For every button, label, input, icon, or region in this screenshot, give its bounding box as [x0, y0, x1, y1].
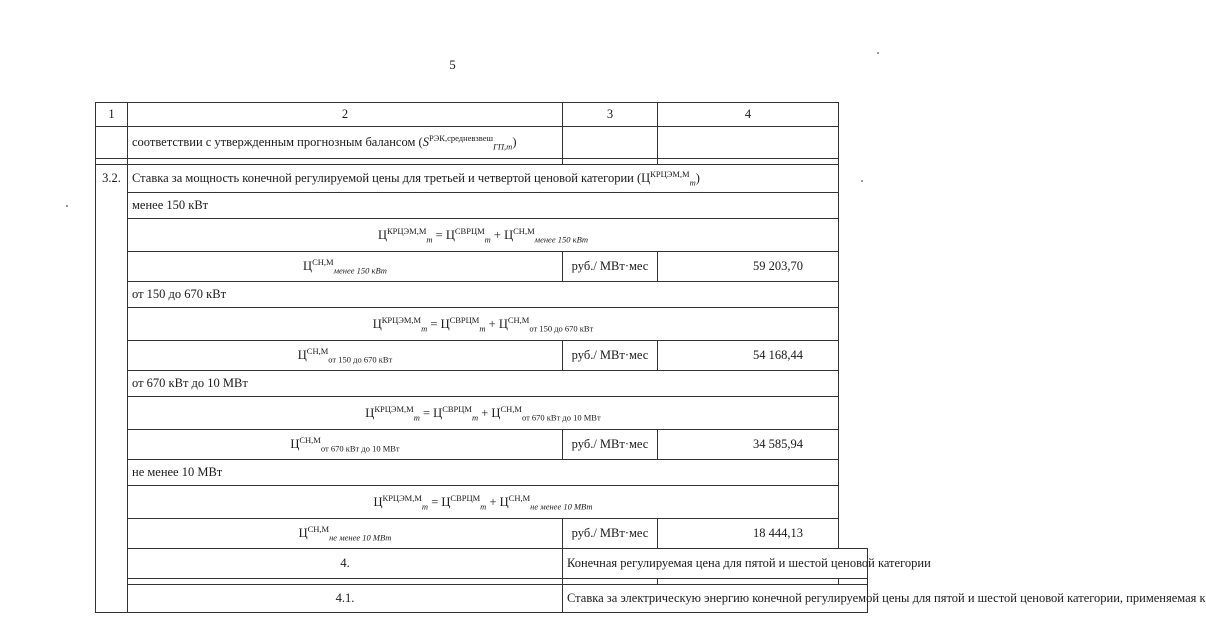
header-col-4: 4 [658, 103, 839, 127]
value-cell: 54 168,44 [658, 341, 839, 371]
value-row [96, 519, 868, 549]
scan-speck [66, 205, 68, 207]
unit-cell: руб./ МВт·мес [563, 341, 658, 371]
formula: $Ц^{КРЦЭМ,М}_m = Ц^{СВРЦМ}_m + Ц^{СН,М}_{от 670 кВт до 10 МВт}$ [128, 397, 839, 430]
table-row [96, 193, 868, 219]
rate-symbol: $Ц^{СН,М}_{от 670 кВт до 10 МВт}$ [128, 430, 563, 460]
continuation-text: соответствии с утвержденным прогнозным балансом $(S^{РЭК,средневзвеш}_{ГП,m})$ [128, 127, 563, 159]
page-number: 5 [449, 57, 456, 72]
table-header-row [96, 103, 868, 127]
band-label: не менее 10 МВт [128, 460, 839, 486]
rate-symbol: $Ц^{СН,М}_{менее 150 кВт}$ [128, 252, 563, 282]
band-label: от 670 кВт до 10 МВт [128, 371, 839, 397]
value-row [96, 252, 868, 282]
table-row [96, 371, 868, 397]
unit-cell: руб./ МВт·мес [563, 252, 658, 282]
formula: $Ц^{КРЦЭМ,М}_m = Ц^{СВРЦМ}_m + Ц^{СН,М}_{не менее 10 МВт}$ [128, 486, 839, 519]
table-row [96, 585, 868, 613]
section-number-3-2: 3.2. [96, 165, 128, 613]
unit-cell: руб./ МВт·мес [563, 519, 658, 549]
formula-row [96, 486, 868, 519]
value-cell: 18 444,13 [658, 519, 839, 549]
value-row [96, 341, 868, 371]
section-title-3-2: Ставка за мощность конечной регулируемой цены для третьей и четвертой ценовой категории $(Ц^{КРЦЭМ,М}_m)$ [128, 165, 839, 193]
value-cell: 59 203,70 [658, 252, 839, 282]
section-title-4-1: Ставка за электрическую энергию конечной регулируемой цены для пятой и шестой ценовой категории, применяемая к [563, 585, 868, 613]
formula: $Ц^{КРЦЭМ,М}_m = Ц^{СВРЦМ}_m + Ц^{СН,М}_{от 150 до 670 кВт}$ [128, 308, 839, 341]
formula-row [96, 219, 868, 252]
section-number-4: 4. [128, 549, 563, 579]
header-col-3: 3 [563, 103, 658, 127]
formula-row [96, 308, 868, 341]
rate-symbol: $Ц^{СН,М}_{от 150 до 670 кВт}$ [128, 341, 563, 371]
section-title-4: Конечная регулируемая цена для пятой и шестой ценовой категории [563, 549, 868, 579]
header-col-2: 2 [128, 103, 563, 127]
band-label: менее 150 кВт [128, 193, 839, 219]
table-row [96, 127, 868, 159]
formula: $Ц^{КРЦЭМ,М}_m = Ц^{СВРЦМ}_m + Ц^{СН,М}_{менее 150 кВт}$ [128, 219, 839, 252]
value-row [96, 430, 868, 460]
section-number-4-1: 4.1. [128, 585, 563, 613]
table-row [96, 549, 868, 579]
table-row [96, 460, 868, 486]
tariff-table [95, 102, 1206, 613]
table-row [96, 165, 868, 193]
table-row [96, 282, 868, 308]
header-col-1: 1 [96, 103, 128, 127]
value-cell: 34 585,94 [658, 430, 839, 460]
band-label: от 150 до 670 кВт [128, 282, 839, 308]
rate-symbol: $Ц^{СН,М}_{не менее 10 МВт}$ [128, 519, 563, 549]
formula-row [96, 397, 868, 430]
scan-speck [861, 180, 863, 182]
scan-speck [877, 52, 879, 54]
unit-cell: руб./ МВт·мес [563, 430, 658, 460]
